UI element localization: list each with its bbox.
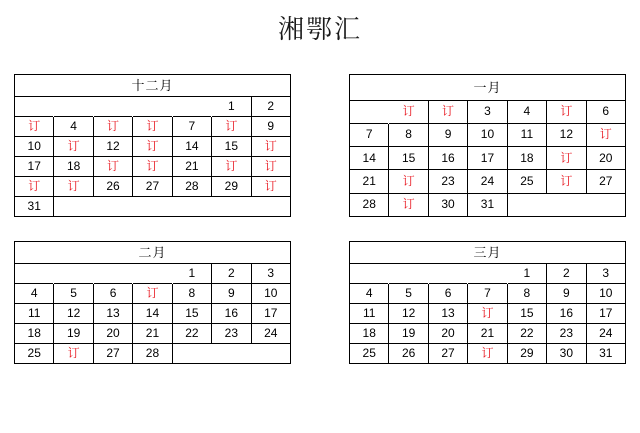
- day-cell[interactable]: 25: [350, 344, 389, 364]
- day-cell[interactable]: 3: [251, 264, 290, 284]
- day-cell-booked[interactable]: 订: [547, 170, 586, 193]
- day-cell-empty: [133, 97, 172, 117]
- week-row: [15, 264, 291, 284]
- day-cell[interactable]: 11: [350, 304, 389, 324]
- day-cell[interactable]: 26: [93, 177, 132, 197]
- day-cell-empty: [212, 344, 251, 364]
- day-cell[interactable]: 1: [172, 264, 211, 284]
- day-cell[interactable]: 5: [389, 284, 428, 304]
- day-cell[interactable]: 1: [212, 97, 251, 117]
- day-cell[interactable]: 27: [428, 344, 467, 364]
- week-row: [350, 284, 626, 304]
- day-cell[interactable]: 17: [586, 304, 625, 324]
- week-row: [15, 157, 291, 177]
- day-cell-booked[interactable]: 订: [15, 177, 54, 197]
- day-cell[interactable]: 18: [54, 157, 93, 177]
- day-cell-empty: [547, 193, 586, 216]
- day-cell-empty: [93, 197, 132, 217]
- day-cell[interactable]: 28: [172, 177, 211, 197]
- day-cell[interactable]: 15: [212, 137, 251, 157]
- week-row: [350, 147, 626, 170]
- day-cell-empty: [172, 344, 211, 364]
- day-cell[interactable]: 7: [350, 123, 389, 146]
- day-cell[interactable]: 12: [54, 304, 93, 324]
- day-cell[interactable]: 17: [15, 157, 54, 177]
- day-cell-booked[interactable]: 订: [93, 157, 132, 177]
- day-cell-empty: [350, 100, 389, 123]
- day-cell[interactable]: 22: [507, 324, 546, 344]
- day-cell-booked[interactable]: 订: [93, 117, 132, 137]
- day-cell[interactable]: 20: [93, 324, 132, 344]
- day-cell-empty: [586, 193, 625, 216]
- day-cell[interactable]: 6: [428, 284, 467, 304]
- day-cell[interactable]: 7: [172, 117, 211, 137]
- day-cell-empty: [172, 197, 211, 217]
- day-cell-booked[interactable]: 订: [389, 100, 428, 123]
- day-cell[interactable]: 16: [547, 304, 586, 324]
- day-cell[interactable]: 4: [507, 100, 546, 123]
- day-cell[interactable]: 27: [586, 170, 625, 193]
- day-cell[interactable]: 12: [389, 304, 428, 324]
- calendar-february: [14, 241, 291, 364]
- day-cell-booked[interactable]: 订: [586, 123, 625, 146]
- day-cell[interactable]: 20: [428, 324, 467, 344]
- day-cell-empty: [93, 264, 132, 284]
- week-row: [350, 344, 626, 364]
- day-cell[interactable]: 10: [468, 123, 507, 146]
- day-cell[interactable]: 13: [428, 304, 467, 324]
- day-cell-booked[interactable]: 订: [133, 137, 172, 157]
- week-row: [350, 170, 626, 193]
- day-cell[interactable]: 2: [212, 264, 251, 284]
- day-cell[interactable]: 10: [251, 284, 290, 304]
- day-cell[interactable]: 10: [586, 284, 625, 304]
- day-cell-booked[interactable]: 订: [133, 157, 172, 177]
- calendar-row-top: [0, 74, 640, 217]
- week-row: [350, 123, 626, 146]
- day-cell-empty: [54, 97, 93, 117]
- week-row: [350, 264, 626, 284]
- day-cell[interactable]: 28: [133, 344, 172, 364]
- day-cell[interactable]: 21: [133, 324, 172, 344]
- day-cell-booked[interactable]: 订: [15, 117, 54, 137]
- day-cell[interactable]: 21: [350, 170, 389, 193]
- day-cell-booked[interactable]: 订: [468, 304, 507, 324]
- week-row: [15, 344, 291, 364]
- week-row: [350, 100, 626, 123]
- month-label-march: 三月: [350, 242, 626, 264]
- day-cell-empty: [133, 197, 172, 217]
- day-cell[interactable]: 6: [93, 284, 132, 304]
- day-cell[interactable]: 15: [507, 304, 546, 324]
- day-cell-empty: [133, 264, 172, 284]
- day-cell[interactable]: 24: [251, 324, 290, 344]
- month-label-december: 十二月: [15, 75, 291, 97]
- day-cell-empty: [15, 97, 54, 117]
- day-cell[interactable]: 8: [172, 284, 211, 304]
- day-cell-empty: [251, 344, 290, 364]
- day-cell[interactable]: 4: [350, 284, 389, 304]
- day-cell-booked[interactable]: 订: [547, 147, 586, 170]
- day-cell[interactable]: 7: [468, 284, 507, 304]
- day-cell[interactable]: 14: [172, 137, 211, 157]
- day-cell[interactable]: 6: [586, 100, 625, 123]
- day-cell[interactable]: 9: [428, 123, 467, 146]
- calendar-header-row: [350, 75, 626, 101]
- day-cell-booked[interactable]: 订: [133, 117, 172, 137]
- day-cell[interactable]: 29: [507, 344, 546, 364]
- day-cell[interactable]: 9: [251, 117, 290, 137]
- week-row: [15, 177, 291, 197]
- day-cell-booked[interactable]: 订: [389, 193, 428, 216]
- week-row: [15, 304, 291, 324]
- day-cell[interactable]: 12: [93, 137, 132, 157]
- calendar-row-bottom: [0, 241, 640, 364]
- calendar-grid: [0, 74, 640, 364]
- day-cell[interactable]: 21: [172, 157, 211, 177]
- day-cell[interactable]: 4: [15, 284, 54, 304]
- day-cell-booked[interactable]: 订: [133, 284, 172, 304]
- day-cell[interactable]: 20: [586, 147, 625, 170]
- day-cell[interactable]: 27: [93, 344, 132, 364]
- month-label-january: 一月: [350, 75, 626, 101]
- calendar-header-row: [15, 242, 291, 264]
- day-cell[interactable]: 15: [389, 147, 428, 170]
- day-cell[interactable]: 9: [212, 284, 251, 304]
- month-label-february: 二月: [15, 242, 291, 264]
- day-cell-booked[interactable]: 订: [212, 117, 251, 137]
- day-cell[interactable]: 5: [54, 284, 93, 304]
- day-cell[interactable]: 11: [507, 123, 546, 146]
- day-cell-empty: [54, 264, 93, 284]
- day-cell-empty: [54, 197, 93, 217]
- week-row: [15, 284, 291, 304]
- week-row: [15, 324, 291, 344]
- calendar-january: [349, 74, 626, 217]
- page-title: 湘鄂汇: [277, 14, 362, 44]
- day-cell-empty: [251, 197, 290, 217]
- day-cell[interactable]: 24: [468, 170, 507, 193]
- day-cell-booked[interactable]: 订: [212, 157, 251, 177]
- day-cell-booked[interactable]: 订: [389, 170, 428, 193]
- day-cell-empty: [507, 193, 546, 216]
- calendar-header-row: [350, 242, 626, 264]
- day-cell[interactable]: 23: [547, 324, 586, 344]
- day-cell[interactable]: 17: [251, 304, 290, 324]
- day-cell-booked[interactable]: 订: [428, 100, 467, 123]
- day-cell-booked[interactable]: 订: [54, 137, 93, 157]
- day-cell[interactable]: 8: [389, 123, 428, 146]
- day-cell-empty: [428, 264, 467, 284]
- week-row: [350, 304, 626, 324]
- day-cell[interactable]: 24: [586, 324, 625, 344]
- day-cell-empty: [15, 264, 54, 284]
- day-cell[interactable]: 14: [350, 147, 389, 170]
- day-cell[interactable]: 2: [251, 97, 290, 117]
- calendar-header-row: [15, 75, 291, 97]
- week-row: [350, 193, 626, 216]
- day-cell[interactable]: 23: [212, 324, 251, 344]
- day-cell[interactable]: 2: [547, 264, 586, 284]
- day-cell[interactable]: 30: [428, 193, 467, 216]
- day-cell[interactable]: 29: [212, 177, 251, 197]
- day-cell-booked[interactable]: 订: [251, 157, 290, 177]
- day-cell[interactable]: 27: [133, 177, 172, 197]
- day-cell[interactable]: 9: [547, 284, 586, 304]
- week-row: [15, 137, 291, 157]
- week-row: [15, 97, 291, 117]
- day-cell[interactable]: 3: [468, 100, 507, 123]
- day-cell[interactable]: 11: [15, 304, 54, 324]
- day-cell-empty: [172, 97, 211, 117]
- day-cell-booked[interactable]: 订: [251, 177, 290, 197]
- day-cell[interactable]: 10: [15, 137, 54, 157]
- day-cell[interactable]: 16: [212, 304, 251, 324]
- day-cell[interactable]: 25: [15, 344, 54, 364]
- day-cell[interactable]: 22: [172, 324, 211, 344]
- day-cell-empty: [93, 97, 132, 117]
- day-cell[interactable]: 18: [507, 147, 546, 170]
- calendar-december: [14, 74, 291, 217]
- day-cell-booked[interactable]: 订: [547, 100, 586, 123]
- week-row: [350, 324, 626, 344]
- day-cell[interactable]: 25: [507, 170, 546, 193]
- day-cell[interactable]: 17: [468, 147, 507, 170]
- day-cell[interactable]: 31: [468, 193, 507, 216]
- day-cell[interactable]: 14: [133, 304, 172, 324]
- calendar-march: [349, 241, 626, 364]
- day-cell[interactable]: 23: [428, 170, 467, 193]
- day-cell-empty: [212, 197, 251, 217]
- day-cell[interactable]: 4: [54, 117, 93, 137]
- day-cell[interactable]: 26: [389, 344, 428, 364]
- day-cell[interactable]: 18: [15, 324, 54, 344]
- day-cell[interactable]: 18: [350, 324, 389, 344]
- day-cell[interactable]: 3: [586, 264, 625, 284]
- day-cell-booked[interactable]: 订: [54, 344, 93, 364]
- day-cell[interactable]: 15: [172, 304, 211, 324]
- week-row: [15, 197, 291, 217]
- day-cell-empty: [468, 264, 507, 284]
- day-cell[interactable]: 30: [547, 344, 586, 364]
- week-row: [15, 117, 291, 137]
- day-cell[interactable]: 28: [350, 193, 389, 216]
- day-cell-booked[interactable]: 订: [54, 177, 93, 197]
- day-cell[interactable]: 31: [586, 344, 625, 364]
- day-cell[interactable]: 1: [507, 264, 546, 284]
- day-cell[interactable]: 19: [389, 324, 428, 344]
- day-cell-empty: [389, 264, 428, 284]
- day-cell[interactable]: 19: [54, 324, 93, 344]
- day-cell-booked[interactable]: 订: [468, 344, 507, 364]
- day-cell[interactable]: 13: [93, 304, 132, 324]
- day-cell[interactable]: 31: [15, 197, 54, 217]
- day-cell-empty: [350, 264, 389, 284]
- day-cell[interactable]: 21: [468, 324, 507, 344]
- day-cell[interactable]: 8: [507, 284, 546, 304]
- day-cell[interactable]: 16: [428, 147, 467, 170]
- day-cell-booked[interactable]: 订: [251, 137, 290, 157]
- day-cell[interactable]: 12: [547, 123, 586, 146]
